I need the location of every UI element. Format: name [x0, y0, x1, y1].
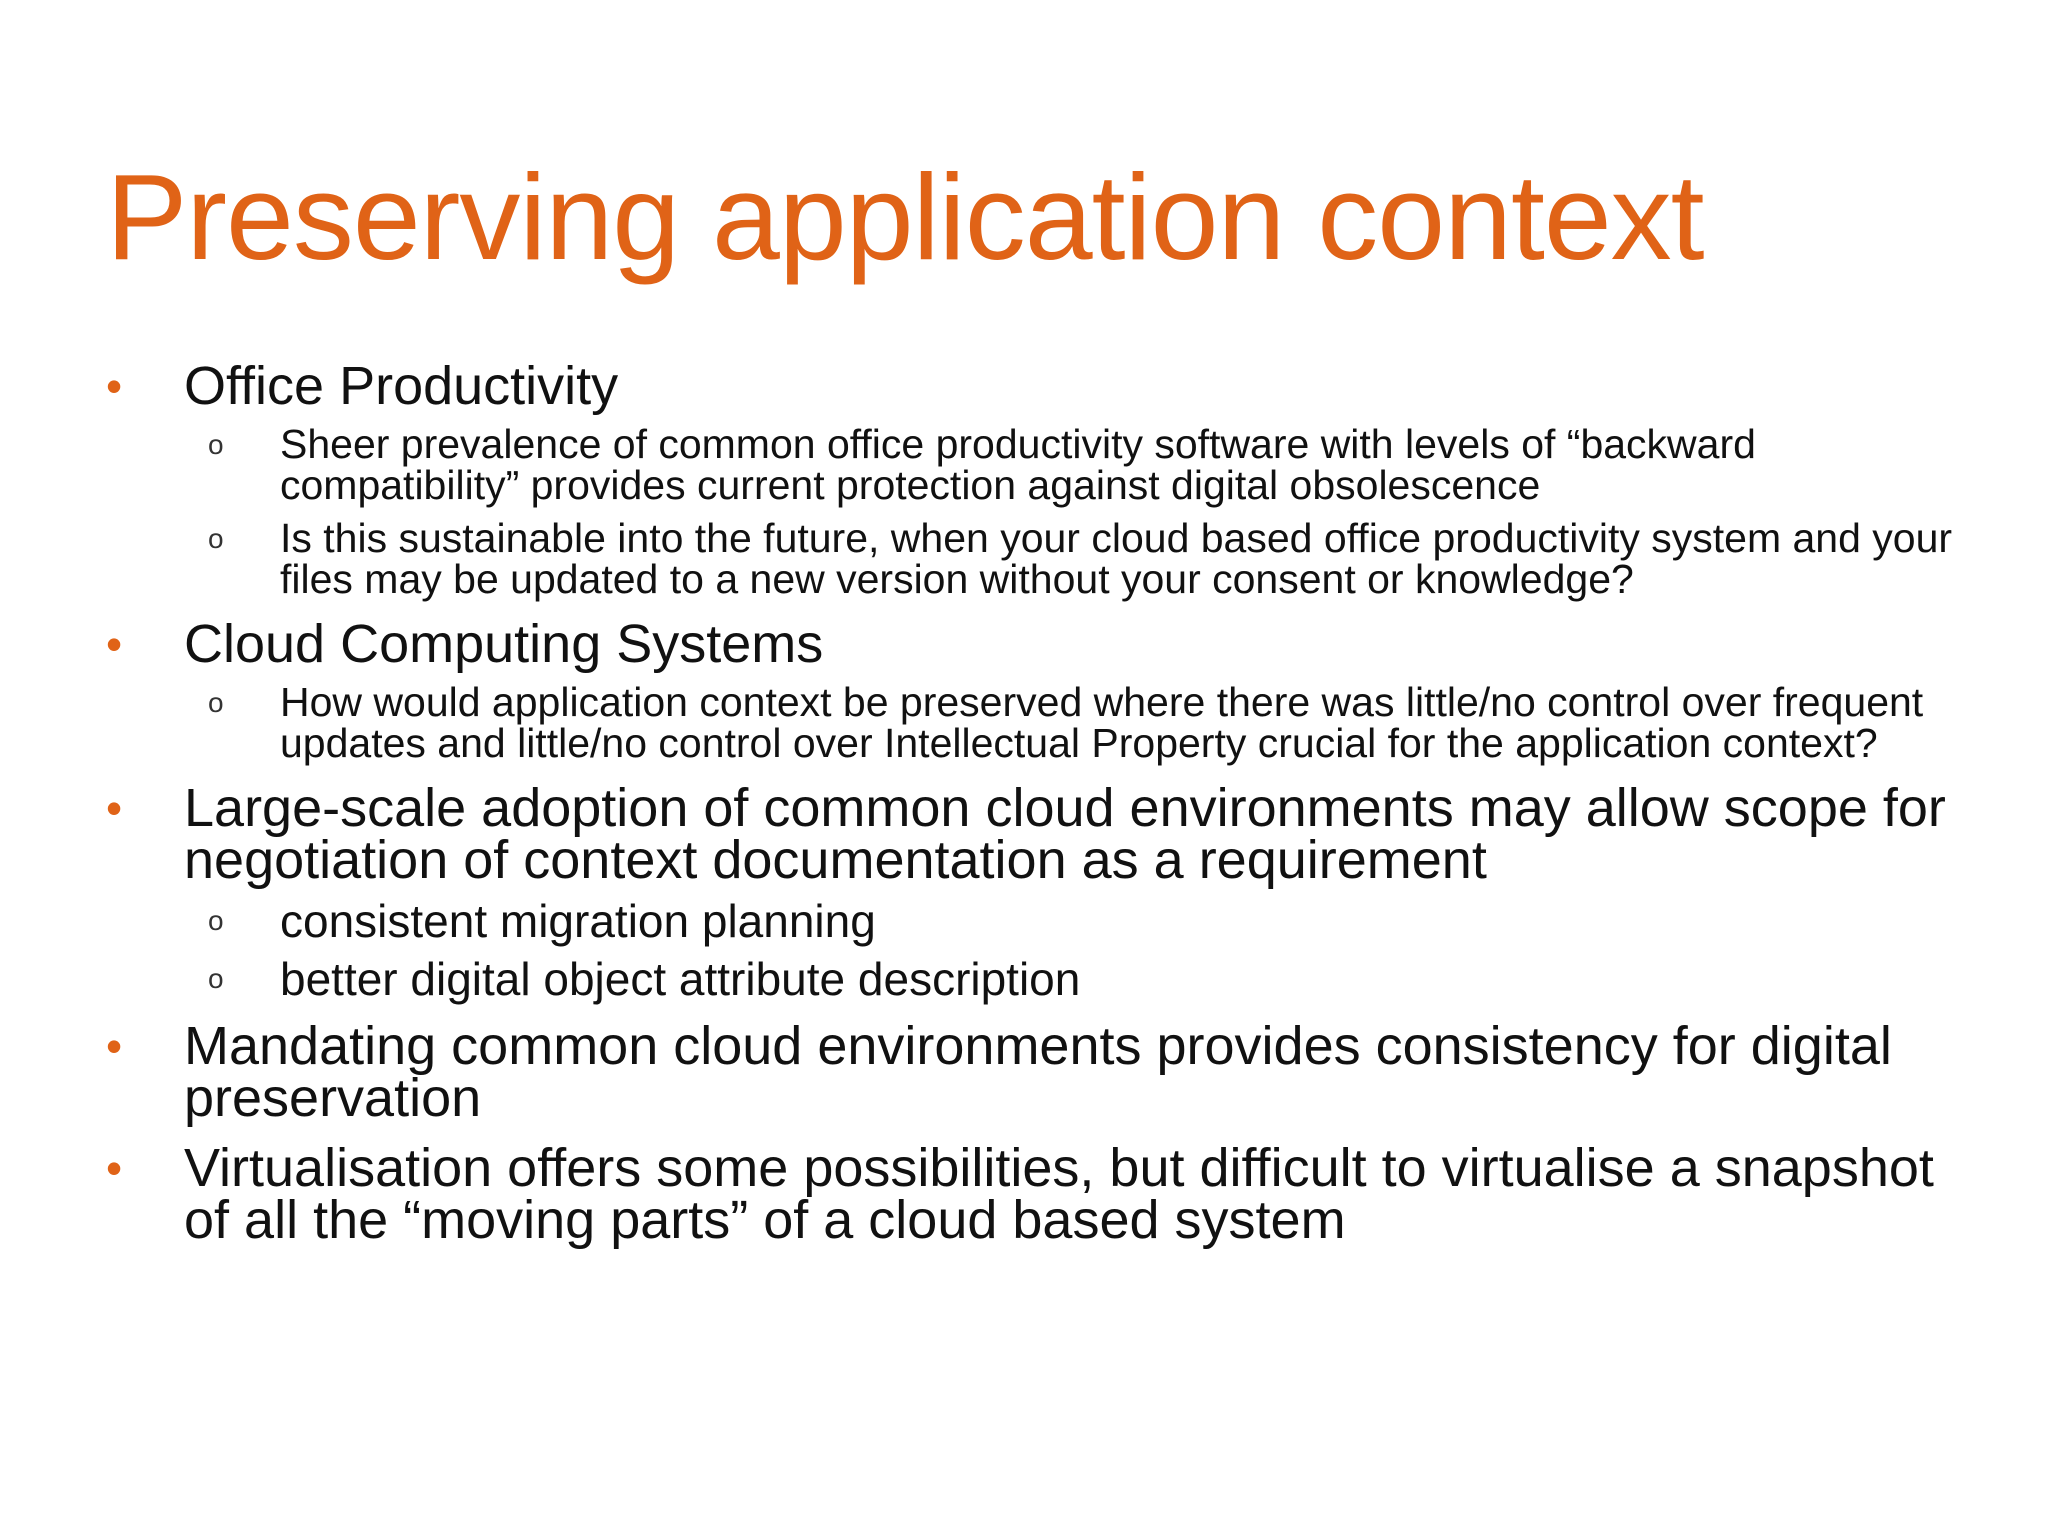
bullet-text: Office Productivity: [184, 356, 619, 416]
bullet-item: [106, 778, 1986, 1005]
sub-bullet-icon: o: [208, 687, 224, 718]
sub-bullet-icon: o: [208, 963, 224, 994]
slide-title: Preserving application context: [106, 149, 1704, 285]
bullet-text: Large-scale adoption of common cloud environments may allow scope for negotiation of context documentation as a requirement: [184, 778, 1946, 890]
bullet-icon: •: [106, 782, 123, 834]
bullet-item: [106, 614, 1986, 766]
bullet-item: [106, 1016, 1986, 1128]
bullet-text: Virtualisation offers some possibilities, but difficult to virtualise a snapshot of all the “moving parts” of a cloud based system: [184, 1138, 1934, 1250]
sub-bullet-item: [184, 515, 1986, 602]
sub-bullet-text: Is this sustainable into the future, when your cloud based office productivity system and your files may be updated to a new version without your consent or knowledge?: [280, 515, 1953, 602]
sub-bullet-list: [184, 679, 1986, 766]
sub-bullet-item: [184, 421, 1986, 508]
sub-bullet-text: better digital object attribute description: [280, 953, 1081, 1005]
sub-bullet-text: How would application context be preserved where there was little/no control over frequent updates and little/no control over Intellectual Property crucial for the application context?: [280, 679, 1924, 766]
bullet-list: [106, 356, 1986, 1264]
sub-bullet-item: [184, 895, 1986, 947]
sub-bullet-list: [184, 895, 1986, 1005]
bullet-icon: •: [106, 618, 123, 670]
bullet-icon: •: [106, 1142, 123, 1194]
sub-bullet-icon: o: [208, 429, 224, 460]
sub-bullet-text: consistent migration planning: [280, 895, 876, 947]
sub-bullet-item: [184, 953, 1986, 1005]
bullet-item: [106, 1138, 1986, 1250]
sub-bullet-icon: o: [208, 905, 224, 936]
bullet-text: Mandating common cloud environments provides consistency for digital preservation: [184, 1016, 1892, 1128]
sub-bullet-icon: o: [208, 523, 224, 554]
bullet-icon: •: [106, 1020, 123, 1072]
sub-bullet-item: [184, 679, 1986, 766]
bullet-icon: •: [106, 360, 123, 412]
sub-bullet-text: Sheer prevalence of common office productivity software with levels of “backward compatibility” provides current protection against digital obsolescence: [280, 421, 1756, 508]
sub-bullet-list: [184, 421, 1986, 602]
bullet-item: [106, 356, 1986, 602]
bullet-text: Cloud Computing Systems: [184, 614, 824, 674]
